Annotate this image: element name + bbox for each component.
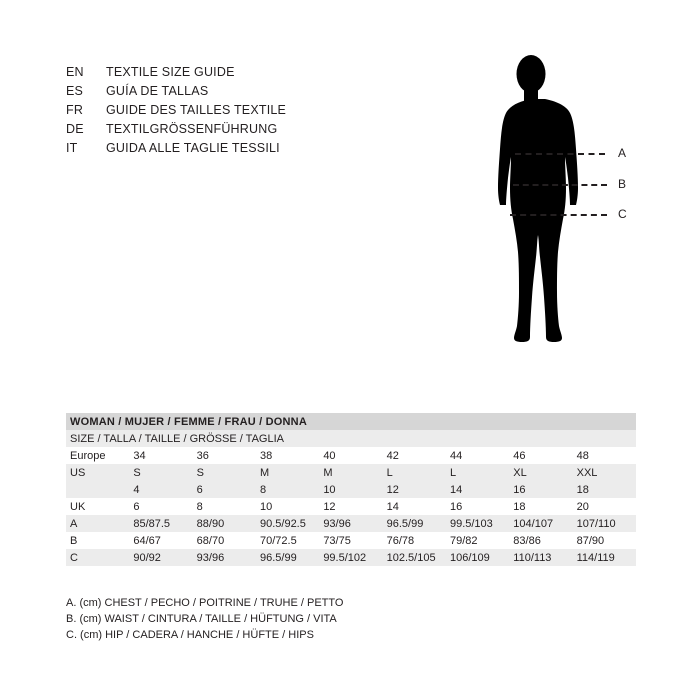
size-table [66, 413, 636, 566]
cell: 68/70 [193, 532, 256, 549]
row-label: UK [66, 498, 129, 515]
cell: 99.5/103 [446, 515, 509, 532]
cell: 46 [509, 447, 572, 464]
cell: 42 [383, 447, 446, 464]
table-title-row [66, 413, 636, 430]
cell: 38 [256, 447, 319, 464]
language-title: GUÍA DE TALLAS [106, 84, 209, 98]
table-row [66, 515, 636, 532]
language-title: TEXTILGRÖSSENFÜHRUNG [106, 122, 278, 136]
cell: 18 [573, 481, 636, 498]
cell: 99.5/102 [319, 549, 382, 566]
cell: 14 [446, 481, 509, 498]
note-waist: B. (cm) WAIST / CINTURA / TAILLE / HÜFTUNG / VITA [66, 613, 337, 625]
cell: 104/107 [509, 515, 572, 532]
cell: 48 [573, 447, 636, 464]
language-row [66, 101, 396, 120]
cell: 106/109 [446, 549, 509, 566]
cell: 14 [383, 498, 446, 515]
language-code: FR [66, 103, 84, 117]
language-title: GUIDA ALLE TAGLIE TESSILI [106, 141, 280, 155]
cell: 90.5/92.5 [256, 515, 319, 532]
row-label [66, 481, 129, 498]
language-code: EN [66, 65, 84, 79]
woman-silhouette-figure [455, 45, 655, 425]
cell: 114/119 [573, 549, 636, 566]
table-subtitle: SIZE / TALLA / TAILLE / GRÖSSE / TAGLIA [66, 430, 636, 447]
cell: 70/72.5 [256, 532, 319, 549]
row-label: Europe [66, 447, 129, 464]
cell: 16 [509, 481, 572, 498]
cell: 102.5/105 [383, 549, 446, 566]
table-row [66, 464, 636, 481]
cell: 107/110 [573, 515, 636, 532]
cell: S [193, 464, 256, 481]
cell: 73/75 [319, 532, 382, 549]
cell: 40 [319, 447, 382, 464]
note-chest: A. (cm) CHEST / PECHO / POITRINE / TRUHE / PETTO [66, 597, 344, 609]
cell: 36 [193, 447, 256, 464]
table-title: WOMAN / MUJER / FEMME / FRAU / DONNA [66, 413, 636, 430]
language-row [66, 120, 396, 139]
cell: 12 [319, 498, 382, 515]
cell: 12 [383, 481, 446, 498]
table-row [66, 498, 636, 515]
cell: M [319, 464, 382, 481]
table-subtitle-row [66, 430, 636, 447]
cell: 93/96 [193, 549, 256, 566]
row-label: B [66, 532, 129, 549]
cell: 90/92 [129, 549, 192, 566]
table-row [66, 549, 636, 566]
cell: 93/96 [319, 515, 382, 532]
cell: 4 [129, 481, 192, 498]
language-code: IT [66, 141, 78, 155]
row-label: US [66, 464, 129, 481]
cell: 18 [509, 498, 572, 515]
cell: 83/86 [509, 532, 572, 549]
language-row [66, 82, 396, 101]
cell: 16 [446, 498, 509, 515]
language-row [66, 63, 396, 82]
cell: XL [509, 464, 572, 481]
cell: 85/87.5 [129, 515, 192, 532]
note-hip: C. (cm) HIP / CADERA / HANCHE / HÜFTE / HIPS [66, 629, 314, 641]
cell: S [129, 464, 192, 481]
language-title: GUIDE DES TAILLES TEXTILE [106, 103, 287, 117]
cell: 96.5/99 [256, 549, 319, 566]
cell: 110/113 [509, 549, 572, 566]
table-row [66, 532, 636, 549]
cell: 64/67 [129, 532, 192, 549]
measure-label-b: B [618, 177, 627, 191]
cell: 44 [446, 447, 509, 464]
measurement-notes [66, 595, 343, 643]
language-title: TEXTILE SIZE GUIDE [106, 65, 235, 79]
cell: L [446, 464, 509, 481]
language-row [66, 139, 396, 158]
cell: 10 [319, 481, 382, 498]
cell: 6 [193, 481, 256, 498]
cell: L [383, 464, 446, 481]
cell: 79/82 [446, 532, 509, 549]
cell: 87/90 [573, 532, 636, 549]
cell: 10 [256, 498, 319, 515]
cell: 6 [129, 498, 192, 515]
language-code: DE [66, 122, 84, 136]
measure-line-b [513, 184, 607, 186]
cell: XXL [573, 464, 636, 481]
row-label: A [66, 515, 129, 532]
language-header-block [66, 63, 396, 158]
cell: 8 [256, 481, 319, 498]
cell: 20 [573, 498, 636, 515]
cell: 76/78 [383, 532, 446, 549]
measure-label-c: C [618, 207, 627, 221]
table-row [66, 481, 636, 498]
woman-silhouette-icon [455, 45, 655, 425]
cell: 88/90 [193, 515, 256, 532]
measure-label-a: A [618, 146, 627, 160]
table-row [66, 447, 636, 464]
measure-line-a [515, 153, 605, 155]
cell: 34 [129, 447, 192, 464]
cell: 8 [193, 498, 256, 515]
row-label: C [66, 549, 129, 566]
measure-line-c [510, 214, 607, 216]
size-table-grid [66, 413, 636, 566]
language-code: ES [66, 84, 84, 98]
cell: M [256, 464, 319, 481]
cell: 96.5/99 [383, 515, 446, 532]
